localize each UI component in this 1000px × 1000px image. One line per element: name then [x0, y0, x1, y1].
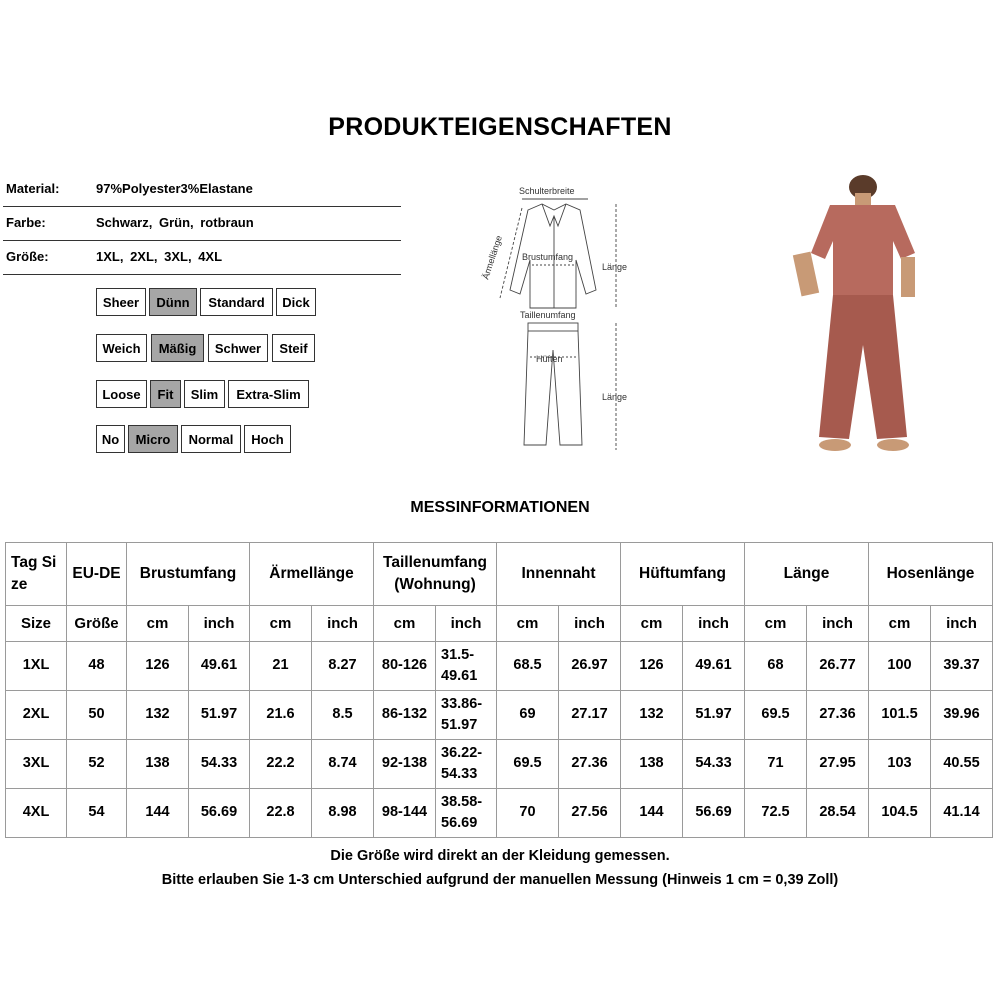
unit-cell: inch: [189, 606, 250, 642]
model-shirt: [811, 205, 915, 297]
table-cell: 69: [497, 691, 559, 740]
header-hosenlaenge: Hosenlänge: [869, 543, 993, 606]
table-cell: 56.69: [683, 789, 745, 838]
unit-cell: inch: [436, 606, 497, 642]
table-cell: 4XL: [6, 789, 67, 838]
model-left-foot: [819, 439, 851, 451]
table-cell: 3XL: [6, 740, 67, 789]
table-cell: 8.5: [312, 691, 374, 740]
option-standard: Standard: [200, 288, 273, 316]
table-cell: 50: [67, 691, 127, 740]
table-cell: 31.5-49.61: [436, 642, 497, 691]
sleeve-label: Ärmellänge: [480, 234, 504, 281]
table-cell: 138: [127, 740, 189, 789]
table-cell: 27.36: [559, 740, 621, 789]
header-laenge: Länge: [745, 543, 869, 606]
unit-cell: cm: [745, 606, 807, 642]
waist-label: Taillenumfang: [520, 310, 576, 320]
table-cell: 51.97: [189, 691, 250, 740]
table-cell: 54: [67, 789, 127, 838]
header-aermellaenge: Ärmellänge: [250, 543, 374, 606]
property-size: [3, 240, 401, 275]
page-title: PRODUKTEIGENSCHAFTEN: [328, 113, 672, 141]
table-row: [6, 740, 993, 789]
property-value: Schwarz, Grün, rotbraun: [96, 215, 254, 230]
table-cell: 28.54: [807, 789, 869, 838]
table-cell: 21: [250, 642, 312, 691]
table-cell: 92-138: [374, 740, 436, 789]
unit-cell: Size: [6, 606, 67, 642]
table-cell: 38.58-56.69: [436, 789, 497, 838]
table-cell: 132: [621, 691, 683, 740]
table-cell: 27.17: [559, 691, 621, 740]
measurement-diagram: [470, 180, 640, 465]
table-cell: 36.22-54.33: [436, 740, 497, 789]
model-left-arm: [793, 252, 819, 297]
option-sheer: Sheer: [96, 288, 146, 316]
model-neck: [855, 193, 871, 205]
unit-cell: cm: [869, 606, 931, 642]
unit-cell: cm: [127, 606, 189, 642]
option-no: No: [96, 425, 125, 453]
table-cell: 49.61: [683, 642, 745, 691]
option-fit-selected: Fit: [150, 380, 181, 408]
unit-cell: cm: [250, 606, 312, 642]
table-cell: 71: [745, 740, 807, 789]
option-weich: Weich: [96, 334, 147, 362]
table-cell: 86-132: [374, 691, 436, 740]
table-cell: 48: [67, 642, 127, 691]
option-micro-selected: Micro: [128, 425, 178, 453]
unit-cell: Größe: [67, 606, 127, 642]
option-normal: Normal: [181, 425, 241, 453]
table-row: [6, 642, 993, 691]
unit-cell: cm: [374, 606, 436, 642]
table-cell: 100: [869, 642, 931, 691]
table-cell: 70: [497, 789, 559, 838]
model-right-foot: [877, 439, 909, 451]
header-hueftumfang: Hüftumfang: [621, 543, 745, 606]
table-cell: 26.97: [559, 642, 621, 691]
hip-label: Hüften: [536, 354, 563, 364]
property-label: Farbe:: [6, 215, 46, 230]
header-tag-size: Tag Si ze: [6, 543, 67, 606]
table-cell: 49.61: [189, 642, 250, 691]
table-cell: 22.8: [250, 789, 312, 838]
option-slim: Slim: [184, 380, 225, 408]
table-cell: 138: [621, 740, 683, 789]
table-cell: 52: [67, 740, 127, 789]
table-cell: 40.55: [931, 740, 993, 789]
table-cell: 69.5: [497, 740, 559, 789]
measurement-title: MESSINFORMATIONEN: [410, 499, 590, 516]
option-loose: Loose: [96, 380, 147, 408]
model-right-arm: [901, 257, 915, 297]
unit-cell: inch: [559, 606, 621, 642]
table-cell: 8.98: [312, 789, 374, 838]
table-cell: 27.36: [807, 691, 869, 740]
option-steif: Steif: [272, 334, 315, 362]
unit-cell: inch: [683, 606, 745, 642]
table-cell: 101.5: [869, 691, 931, 740]
table-cell: 8.27: [312, 642, 374, 691]
table-cell: 68.5: [497, 642, 559, 691]
pants-outline: [524, 331, 582, 445]
table-cell: 126: [621, 642, 683, 691]
property-material: [3, 172, 401, 207]
table-cell: 33.86-51.97: [436, 691, 497, 740]
table-cell: 68: [745, 642, 807, 691]
table-cell: 26.77: [807, 642, 869, 691]
table-cell: 104.5: [869, 789, 931, 838]
model-photo: [775, 175, 950, 465]
table-cell: 69.5: [745, 691, 807, 740]
option-duenn-selected: Dünn: [149, 288, 197, 316]
table-unit-row: [6, 606, 993, 642]
option-schwer: Schwer: [208, 334, 268, 362]
pants-length-label: Länge: [602, 392, 628, 402]
chest-label: Brustumfang: [522, 252, 574, 262]
header-taillenumfang: Taillenumfang (Wohnung): [374, 543, 497, 606]
header-innennaht: Innennaht: [497, 543, 621, 606]
header-brustumfang: Brustumfang: [127, 543, 250, 606]
table-row: [6, 691, 993, 740]
table-cell: 51.97: [683, 691, 745, 740]
table-cell: 144: [127, 789, 189, 838]
table-cell: 27.56: [559, 789, 621, 838]
table-cell: 98-144: [374, 789, 436, 838]
note-tolerance: Bitte erlauben Sie 1-3 cm Unterschied aufgrund der manuellen Messung (Hinweis 1 cm = 0,39 Zoll): [161, 872, 839, 888]
option-extra-slim: Extra-Slim: [228, 380, 309, 408]
table-cell: 22.2: [250, 740, 312, 789]
shoulder-label: Schulterbreite: [519, 186, 575, 196]
table-header-row: [6, 543, 993, 606]
unit-cell: cm: [497, 606, 559, 642]
table-cell: 72.5: [745, 789, 807, 838]
table-cell: 103: [869, 740, 931, 789]
table-cell: 21.6: [250, 691, 312, 740]
option-maessig-selected: Mäßig: [151, 334, 204, 362]
property-value: 1XL, 2XL, 3XL, 4XL: [96, 249, 223, 264]
property-label: Material:: [6, 181, 60, 196]
table-cell: 41.14: [931, 789, 993, 838]
model-pants: [819, 295, 907, 439]
pants-waistband: [528, 323, 578, 331]
table-cell: 2XL: [6, 691, 67, 740]
property-value: 97%Polyester3%Elastane: [96, 181, 253, 196]
table-cell: 80-126: [374, 642, 436, 691]
table-cell: 27.95: [807, 740, 869, 789]
table-cell: 54.33: [189, 740, 250, 789]
table-row: [6, 789, 993, 838]
unit-cell: inch: [931, 606, 993, 642]
unit-cell: inch: [312, 606, 374, 642]
table-cell: 39.37: [931, 642, 993, 691]
table-cell: 56.69: [189, 789, 250, 838]
property-color: [3, 206, 401, 241]
table-cell: 8.74: [312, 740, 374, 789]
table-cell: 144: [621, 789, 683, 838]
option-dick: Dick: [276, 288, 316, 316]
note-measured: Die Größe wird direkt an der Kleidung gemessen.: [330, 848, 670, 864]
table-cell: 132: [127, 691, 189, 740]
unit-cell: cm: [621, 606, 683, 642]
property-label: Größe:: [6, 249, 49, 264]
table-cell: 1XL: [6, 642, 67, 691]
unit-cell: inch: [807, 606, 869, 642]
header-eu-de: EU-DE: [67, 543, 127, 606]
option-hoch: Hoch: [244, 425, 291, 453]
table-cell: 126: [127, 642, 189, 691]
table-cell: 54.33: [683, 740, 745, 789]
top-length-label: Länge: [602, 262, 628, 272]
size-table: [5, 542, 993, 838]
table-cell: 39.96: [931, 691, 993, 740]
